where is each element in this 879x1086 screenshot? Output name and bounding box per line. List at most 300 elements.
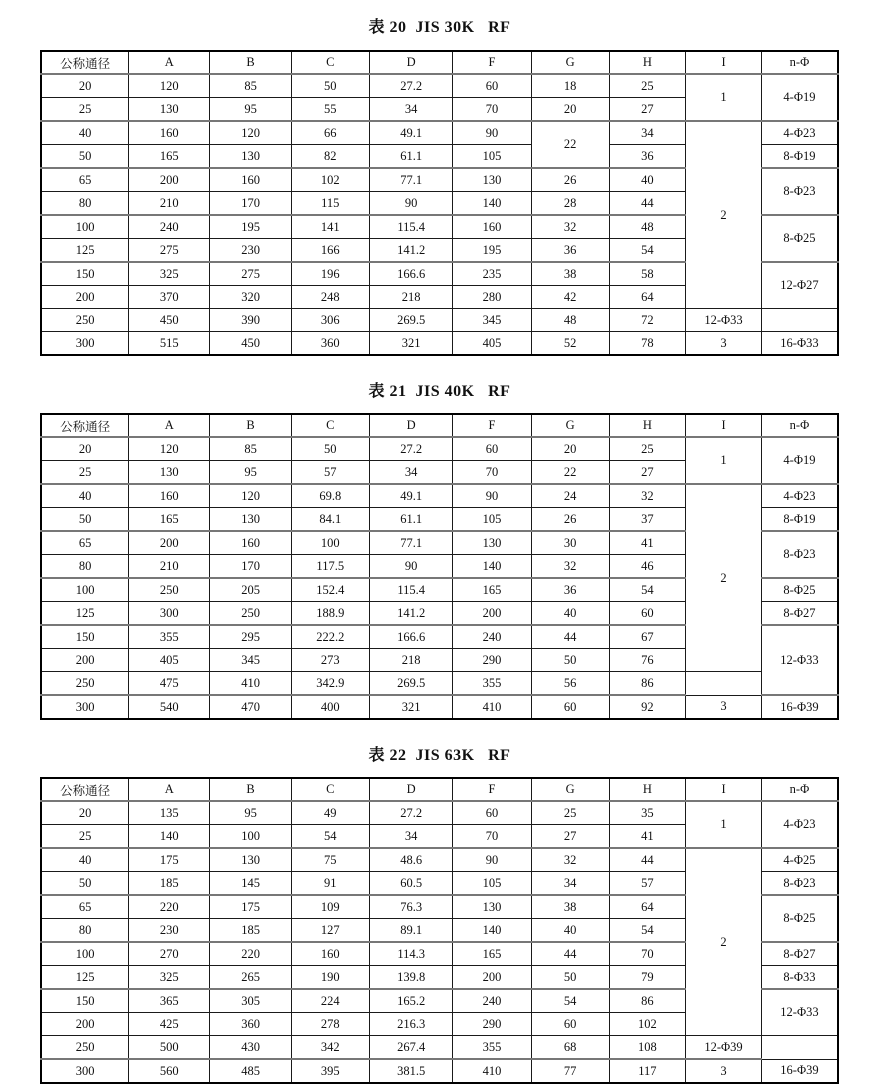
table-cell: 82 <box>291 145 369 169</box>
column-header: I <box>686 778 762 801</box>
table-row <box>41 437 838 461</box>
table-row <box>41 121 838 145</box>
table-row <box>41 74 838 98</box>
table-cell: 2 <box>686 484 762 672</box>
table-cell: 150 <box>41 625 129 649</box>
column-header: F <box>453 778 531 801</box>
table-cell: 8-Φ23 <box>761 531 838 578</box>
table-cell: 56 <box>531 672 609 696</box>
table-cell: 8-Φ23 <box>761 168 838 215</box>
table-cell: 230 <box>129 919 210 943</box>
table-cell: 248 <box>291 286 369 309</box>
table-cell: 55 <box>291 98 369 122</box>
table-cell: 306 <box>291 309 369 332</box>
table-cell: 64 <box>609 286 686 309</box>
table-cell: 32 <box>531 215 609 239</box>
table-row <box>41 695 838 719</box>
table-cell: 86 <box>609 672 686 696</box>
table-cell: 80 <box>41 919 129 943</box>
table-21-title: 表 21 JIS 40K RF <box>368 383 511 400</box>
table-cell: 205 <box>210 578 291 602</box>
table-cell: 300 <box>41 695 129 719</box>
table-cell: 76 <box>609 649 686 672</box>
table-cell: 77.1 <box>369 531 453 555</box>
table-cell: 4-Φ19 <box>761 437 838 484</box>
table-cell: 61.1 <box>369 508 453 532</box>
table-cell: 166.6 <box>369 625 453 649</box>
table-cell: 25 <box>41 825 129 849</box>
table-cell: 50 <box>291 437 369 461</box>
table-cell: 165.2 <box>369 989 453 1013</box>
table-cell: 295 <box>210 625 291 649</box>
table-cell: 20 <box>41 437 129 461</box>
table-cell: 152.4 <box>291 578 369 602</box>
table-cell: 216.3 <box>369 1013 453 1036</box>
table-cell: 250 <box>129 578 210 602</box>
table-cell: 27.2 <box>369 437 453 461</box>
table-cell: 70 <box>609 942 686 966</box>
table-cell: 115.4 <box>369 578 453 602</box>
table-cell: 91 <box>291 872 369 896</box>
column-header: A <box>129 778 210 801</box>
table-cell: 220 <box>129 895 210 919</box>
table-cell: 355 <box>453 672 531 696</box>
table-cell: 80 <box>41 555 129 579</box>
table-cell: 1 <box>686 74 762 121</box>
table-cell: 190 <box>291 966 369 990</box>
table-cell: 235 <box>453 262 531 286</box>
table-cell: 425 <box>129 1013 210 1036</box>
table-cell: 250 <box>41 1036 129 1060</box>
table-cell: 4-Φ23 <box>761 801 838 848</box>
table-cell: 485 <box>210 1059 291 1083</box>
table-cell: 273 <box>291 649 369 672</box>
table-cell: 8-Φ25 <box>761 215 838 262</box>
table-cell: 275 <box>129 239 210 263</box>
column-header: F <box>453 51 531 74</box>
table-cell: 60 <box>453 74 531 98</box>
table-cell: 170 <box>210 192 291 216</box>
table-cell: 64 <box>609 895 686 919</box>
column-header: B <box>210 414 291 437</box>
table-cell: 46 <box>609 555 686 579</box>
table-cell: 125 <box>41 966 129 990</box>
table-cell: 370 <box>129 286 210 309</box>
table-cell: 44 <box>531 942 609 966</box>
table-cell: 130 <box>210 848 291 872</box>
table-cell: 140 <box>453 555 531 579</box>
table-cell: 90 <box>369 555 453 579</box>
table-cell: 188.9 <box>291 602 369 626</box>
table-cell: 60 <box>609 602 686 626</box>
table-cell: 34 <box>609 121 686 145</box>
table-cell: 50 <box>41 145 129 169</box>
table-cell: 139.8 <box>369 966 453 990</box>
table-cell: 48 <box>609 215 686 239</box>
table-cell: 90 <box>453 121 531 145</box>
table-cell: 345 <box>453 309 531 332</box>
table-cell: 58 <box>609 262 686 286</box>
table-cell: 12-Φ33 <box>761 989 838 1036</box>
table-cell: 52 <box>531 332 609 356</box>
table-cell: 54 <box>531 989 609 1013</box>
table-cell: 34 <box>369 825 453 849</box>
table-cell: 265 <box>210 966 291 990</box>
table-cell: 22 <box>531 121 609 168</box>
table-cell: 410 <box>453 695 531 719</box>
table-cell: 300 <box>129 602 210 626</box>
table-cell: 27 <box>609 98 686 122</box>
table-cell: 355 <box>453 1036 531 1060</box>
table-cell: 65 <box>41 168 129 192</box>
table-cell: 250 <box>41 672 129 696</box>
column-header: B <box>210 51 291 74</box>
table-cell: 145 <box>210 872 291 896</box>
table-cell: 130 <box>129 461 210 485</box>
table-cell: 60 <box>531 1013 609 1036</box>
table-cell: 18 <box>531 74 609 98</box>
table-cell: 20 <box>531 437 609 461</box>
table-cell: 130 <box>129 98 210 122</box>
table-cell: 222.2 <box>291 625 369 649</box>
column-header: D <box>369 51 453 74</box>
column-header: A <box>129 414 210 437</box>
table-cell: 36 <box>609 145 686 169</box>
column-header: D <box>369 778 453 801</box>
table-cell: 76.3 <box>369 895 453 919</box>
table-row <box>41 484 838 508</box>
table-cell: 405 <box>129 649 210 672</box>
table-cell: 40 <box>41 484 129 508</box>
table-cell: 77.1 <box>369 168 453 192</box>
table-cell: 165 <box>129 145 210 169</box>
table-cell: 57 <box>609 872 686 896</box>
table-cell: 25 <box>609 74 686 98</box>
table-cell: 218 <box>369 286 453 309</box>
table-cell: 195 <box>453 239 531 263</box>
table-cell: 48.6 <box>369 848 453 872</box>
table-cell: 54 <box>609 919 686 943</box>
table-cell: 36 <box>531 578 609 602</box>
table-cell: 30 <box>531 531 609 555</box>
table-cell: 1 <box>686 801 762 848</box>
table-cell: 54 <box>609 239 686 263</box>
table-cell: 41 <box>609 825 686 849</box>
table-cell: 42 <box>531 286 609 309</box>
table-cell: 60 <box>453 437 531 461</box>
table-cell: 69.8 <box>291 484 369 508</box>
table-cell: 61.1 <box>369 145 453 169</box>
table-cell: 120 <box>129 437 210 461</box>
table-cell: 2 <box>686 848 762 1036</box>
table-cell: 40 <box>41 848 129 872</box>
table-jis-63k-rf <box>40 777 839 1084</box>
table-cell: 90 <box>453 484 531 508</box>
table-cell: 20 <box>41 74 129 98</box>
table-row <box>41 309 838 332</box>
table-cell: 200 <box>41 286 129 309</box>
table-cell: 8-Φ23 <box>761 872 838 896</box>
column-header: n-Φ <box>761 778 838 801</box>
table-cell: 32 <box>609 484 686 508</box>
table-cell: 141.2 <box>369 602 453 626</box>
table-cell: 200 <box>41 1013 129 1036</box>
table-cell: 27.2 <box>369 74 453 98</box>
table-cell: 105 <box>453 508 531 532</box>
table-cell: 108 <box>609 1036 686 1060</box>
column-header: D <box>369 414 453 437</box>
table-cell: 120 <box>129 74 210 98</box>
table-cell: 175 <box>129 848 210 872</box>
table-cell: 66 <box>291 121 369 145</box>
table-cell: 84.1 <box>291 508 369 532</box>
table-cell: 38 <box>531 895 609 919</box>
table-cell: 120 <box>210 484 291 508</box>
table-cell: 8-Φ25 <box>761 895 838 942</box>
table-cell: 160 <box>291 942 369 966</box>
table-cell: 4-Φ23 <box>761 121 838 145</box>
table-cell: 250 <box>210 602 291 626</box>
table-cell: 125 <box>41 602 129 626</box>
table-cell: 54 <box>291 825 369 849</box>
table-cell: 160 <box>453 215 531 239</box>
table-cell: 25 <box>41 98 129 122</box>
table-cell: 200 <box>453 602 531 626</box>
table-cell: 300 <box>41 1059 129 1083</box>
table-cell: 230 <box>210 239 291 263</box>
table-cell: 34 <box>531 872 609 896</box>
table-cell: 166 <box>291 239 369 263</box>
table-cell: 49.1 <box>369 484 453 508</box>
column-header: C <box>291 778 369 801</box>
table-cell: 65 <box>41 531 129 555</box>
table-cell: 166.6 <box>369 262 453 286</box>
table-cell: 44 <box>609 848 686 872</box>
table-cell: 85 <box>210 437 291 461</box>
table-cell: 27.2 <box>369 801 453 825</box>
table-cell: 160 <box>129 121 210 145</box>
table-cell: 4-Φ23 <box>761 484 838 508</box>
table-cell: 100 <box>291 531 369 555</box>
table-cell: 325 <box>129 262 210 286</box>
table-cell: 80 <box>41 192 129 216</box>
table-cell: 135 <box>129 801 210 825</box>
table-22-title: 表 22 JIS 63K RF <box>368 747 511 764</box>
table-cell: 27 <box>531 825 609 849</box>
table-cell: 120 <box>210 121 291 145</box>
table-cell: 400 <box>291 695 369 719</box>
table-cell: 240 <box>129 215 210 239</box>
table-cell: 16-Φ33 <box>761 332 838 356</box>
table-cell: 115.4 <box>369 215 453 239</box>
table-cell: 130 <box>453 531 531 555</box>
table-cell: 50 <box>41 508 129 532</box>
table-cell: 44 <box>531 625 609 649</box>
table-cell: 130 <box>210 508 291 532</box>
table-cell: 470 <box>210 695 291 719</box>
table-cell: 165 <box>453 942 531 966</box>
table-cell: 27 <box>609 461 686 485</box>
table-cell: 8-Φ19 <box>761 508 838 532</box>
table-cell: 140 <box>453 919 531 943</box>
table-cell: 360 <box>291 332 369 356</box>
table-cell: 4-Φ19 <box>761 74 838 121</box>
table-cell: 200 <box>41 649 129 672</box>
table-cell: 125 <box>41 239 129 263</box>
table-cell: 60.5 <box>369 872 453 896</box>
table-cell: 320 <box>210 286 291 309</box>
table-cell: 1 <box>686 437 762 484</box>
table-cell: 67 <box>609 625 686 649</box>
table-cell: 224 <box>291 989 369 1013</box>
table-cell: 280 <box>453 286 531 309</box>
table-cell: 95 <box>210 801 291 825</box>
table-row <box>41 1059 838 1083</box>
table-cell: 50 <box>291 74 369 98</box>
table-cell: 141.2 <box>369 239 453 263</box>
table-cell: 150 <box>41 989 129 1013</box>
column-header: G <box>531 51 609 74</box>
column-header: H <box>609 51 686 74</box>
table-cell: 85 <box>210 74 291 98</box>
table-cell: 100 <box>210 825 291 849</box>
column-header: C <box>291 414 369 437</box>
table-cell: 36 <box>531 239 609 263</box>
table-cell: 20 <box>41 801 129 825</box>
table-cell: 342.9 <box>291 672 369 696</box>
table-cell: 32 <box>531 848 609 872</box>
column-header: 公称通径 <box>41 414 129 437</box>
table-cell: 381.5 <box>369 1059 453 1083</box>
table-row <box>41 332 838 356</box>
table-cell: 195 <box>210 215 291 239</box>
table-cell: 114.3 <box>369 942 453 966</box>
table-cell: 50 <box>41 872 129 896</box>
table-cell: 102 <box>609 1013 686 1036</box>
table-cell: 70 <box>453 825 531 849</box>
table-cell: 49 <box>291 801 369 825</box>
table-cell: 100 <box>41 215 129 239</box>
table-cell: 25 <box>531 801 609 825</box>
table-cell: 365 <box>129 989 210 1013</box>
table-20-title: 表 20 JIS 30K RF <box>368 19 511 36</box>
table-cell: 37 <box>609 508 686 532</box>
table-jis-30k-rf <box>40 50 839 356</box>
header-row <box>41 778 838 801</box>
table-cell: 410 <box>210 672 291 696</box>
table-cell: 2 <box>686 121 762 309</box>
table-cell: 32 <box>531 555 609 579</box>
table-cell: 117 <box>609 1059 686 1083</box>
table-cell: 450 <box>129 309 210 332</box>
table-cell: 342 <box>291 1036 369 1060</box>
table-cell: 270 <box>129 942 210 966</box>
table-cell: 140 <box>129 825 210 849</box>
table-cell: 3 <box>686 1059 762 1083</box>
table-cell: 24 <box>531 484 609 508</box>
table-cell: 40 <box>531 602 609 626</box>
table-cell: 218 <box>369 649 453 672</box>
table-cell: 78 <box>609 332 686 356</box>
table-cell: 140 <box>453 192 531 216</box>
table-cell: 345 <box>210 649 291 672</box>
table-cell: 25 <box>41 461 129 485</box>
table-cell: 196 <box>291 262 369 286</box>
table-cell: 3 <box>686 332 762 356</box>
table-cell: 390 <box>210 309 291 332</box>
table-cell: 12-Φ33 <box>761 625 838 695</box>
table-cell: 60 <box>531 695 609 719</box>
table-cell: 95 <box>210 98 291 122</box>
column-header: I <box>686 51 762 74</box>
table-cell: 360 <box>210 1013 291 1036</box>
table-cell: 40 <box>531 919 609 943</box>
column-header: G <box>531 778 609 801</box>
table-cell: 70 <box>453 461 531 485</box>
table-row <box>41 801 838 825</box>
table-cell: 150 <box>41 262 129 286</box>
table-cell: 12-Φ39 <box>686 1036 762 1060</box>
table-cell: 8-Φ27 <box>761 602 838 626</box>
table-cell: 8-Φ25 <box>761 578 838 602</box>
table-cell: 8-Φ19 <box>761 145 838 169</box>
table-cell: 321 <box>369 332 453 356</box>
table-cell: 100 <box>41 578 129 602</box>
table-row <box>41 848 838 872</box>
table-cell: 26 <box>531 508 609 532</box>
table-cell: 115 <box>291 192 369 216</box>
table-cell: 86 <box>609 989 686 1013</box>
column-header: 公称通径 <box>41 778 129 801</box>
table-cell: 60 <box>453 801 531 825</box>
table-cell: 170 <box>210 555 291 579</box>
table-cell: 102 <box>291 168 369 192</box>
table-cell: 70 <box>453 98 531 122</box>
table-cell: 40 <box>609 168 686 192</box>
table-cell: 57 <box>291 461 369 485</box>
table-cell: 4-Φ25 <box>761 848 838 872</box>
column-header: n-Φ <box>761 51 838 74</box>
table-cell: 72 <box>609 309 686 332</box>
table-row <box>41 672 838 696</box>
table-cell: 34 <box>369 98 453 122</box>
table-cell: 430 <box>210 1036 291 1060</box>
table-cell: 500 <box>129 1036 210 1060</box>
table-cell: 200 <box>129 168 210 192</box>
table-section-jis-40k <box>40 356 839 720</box>
table-cell: 95 <box>210 461 291 485</box>
table-cell: 185 <box>210 919 291 943</box>
table-cell: 269.5 <box>369 672 453 696</box>
table-cell: 515 <box>129 332 210 356</box>
table-cell: 355 <box>129 625 210 649</box>
table-cell: 210 <box>129 192 210 216</box>
table-cell: 290 <box>453 649 531 672</box>
table-cell: 49.1 <box>369 121 453 145</box>
table-cell: 240 <box>453 989 531 1013</box>
table-cell: 12-Φ27 <box>761 262 838 309</box>
table-cell: 16-Φ39 <box>761 1059 838 1083</box>
table-jis-40k-rf <box>40 413 839 720</box>
table-cell: 28 <box>531 192 609 216</box>
table-cell: 41 <box>609 531 686 555</box>
table-row <box>41 1036 838 1060</box>
table-cell: 165 <box>453 578 531 602</box>
column-header: A <box>129 51 210 74</box>
table-cell: 38 <box>531 262 609 286</box>
table-cell: 305 <box>210 989 291 1013</box>
table-cell: 79 <box>609 966 686 990</box>
